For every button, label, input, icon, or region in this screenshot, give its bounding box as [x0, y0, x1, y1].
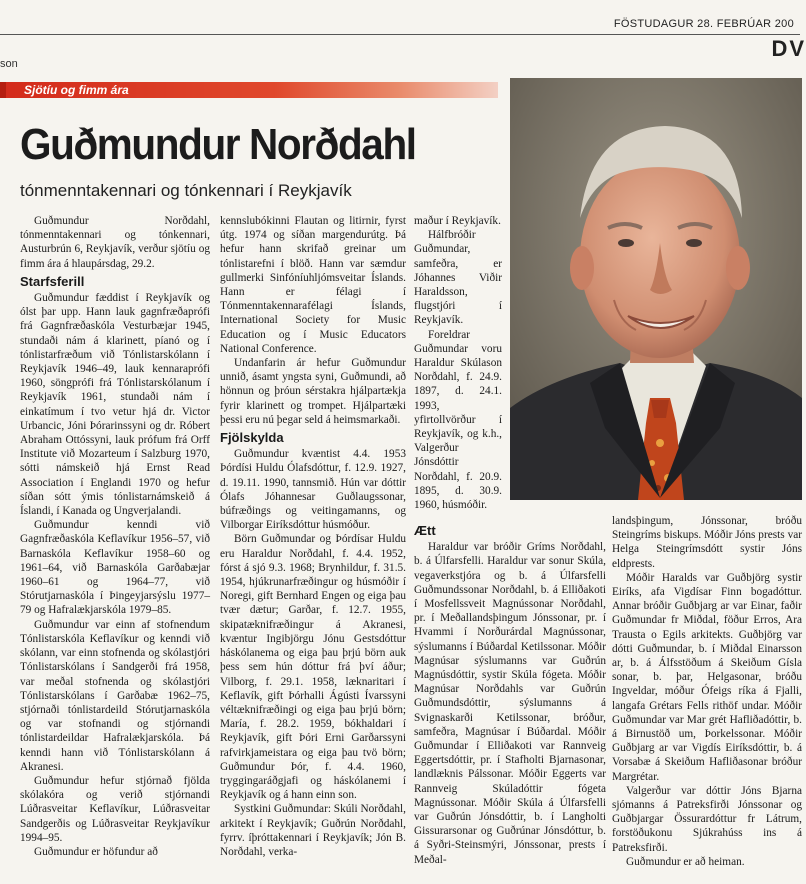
article-column-4	[414, 524, 606, 867]
paragraph: Guðmundur kvæntist 4.4. 1953 Þórdísi Huldu Ólafsdóttur, f. 12.9. 1927, d. 19.11. 1990, tannsmið. Hún var dóttir Ólafs Jóhannesar Guðlaugssonar, búfræðings og veitingamanns, og Vilborgar Eiríksdóttur húsmóður.	[220, 448, 406, 532]
article-column-3	[414, 214, 502, 512]
article-column-1	[20, 214, 210, 859]
paragraph: Hálfbróðir Guðmundar, samfeðra, er Jóhannes Viðir Haraldsson, flugstjóri í Reykjavík.	[414, 229, 502, 327]
article-column-2	[220, 214, 406, 859]
kicker: Sjötíu og fimm ára	[24, 83, 129, 97]
masthead: DV	[771, 36, 806, 61]
portrait-illustration	[510, 78, 802, 500]
heading-career: Starfsferill	[20, 273, 85, 289]
paragraph: Guðmundur var einn af stofnendum Tónlistarskóla Keflavíkur og kenndi við skólann, var einn stofnenda og skólastjóri Tónlistarskólans í Sandgerði frá 1958, var meðal stofnenda og skólastjóri Tónlistarskólans í Garðabæ 1962–75, stjórnaði tónlistardeild Stórutjarnaskóla og var stofnandi og stjórnandi tónlistardeildar Hafralækjarskóla. Þá kenndi hann við Tónlistarskólann á Akranesi.	[20, 618, 210, 773]
issue-date: FÖSTUDAGUR 28. FEBRÚAR 200	[613, 18, 794, 30]
paragraph: kennslubókinni Flautan og litirnir, fyrst útg. 1974 og síðan margendurútg. Þá hefur hann skrifað greinar um tónlistarefni í blöð. Hann var sæmdur gullmerki Sinfóníuhljómsveitar Íslands. Hann er félagi í Tónmenntakennarafélagi Íslands, International Society for Music Education og í Music Educators National Conference.	[220, 215, 406, 355]
paragraph: Guðmundur hefur stjórnað fjölda skólakóra og verið stjórnandi Lúðrasveitar Keflavíkur, Lúðrasveitar Sandgerðis og Lúðrasveitar Reykjavíkur 1994–95.	[20, 774, 210, 844]
paragraph: Undanfarin ár hefur Guðmundur unnið, ásamt yngsta syni, Guðmundi, að hönnun og þróun sérstakra hjálpartækja fyrir klarinett og trompet. Hjálpartæki þessi eru nú þegar seld á heimsmarkaði.	[220, 357, 406, 426]
paragraph: Guðmundur er höfundur að	[34, 845, 158, 858]
headline: Guðmundur Norðdahl	[20, 120, 416, 169]
article-column-5	[612, 514, 802, 869]
paragraph: Guðmundur kenndi við Gagnfræðaskóla Keflavíkur 1956–57, við Barnaskóla Keflavíkur 1958–60 og 1961–64, við Barnaskóla Garðabæjar 1960–61 og 1964–77, við Stórutjarnaskóla í Þingeyjarsýslu 1977–79 og Hafralækjarskóla 1979–85.	[20, 519, 210, 617]
paragraph: Guðmundur fæddist í Reykjavík og ólst þar upp. Hann lauk gagnfræðaprófi frá Gagnfræðaskóla Vesturbæjar 1945, stundaði nám á klarinett, píanó og í tónlistarfræðum við Tónlistarskólann í Reykjavík 1946–49, lauk kennaraprófi 1960, söngprófi frá Tónlistarskólanum í Reykjavík 1961, stundaði nám í einkatímum í tvo vetur hjá dr. Victor Urbancic, Jóni Þórarinssyni og dr. Róbert Abraham Ottóssyni, lauk prófum frá Orff Institute við Mozarteum í Salzburg 1970, sótti námskeið hjá Ernst Read Association í Englandi 1970 og hefur síðan sótt ýmis tónlistarnámskeið á Íslandi, í Kanada og Ungverjalandi.	[20, 292, 210, 518]
paragraph: Guðmundur er að heiman.	[626, 855, 745, 868]
header-rule	[0, 34, 800, 35]
paragraph: Valgerður var dóttir Jóns Bjarna sjómanns á Patreksfirði Jónssonar og Guðbjargar Össurardóttur fr Látrum, forstöðukonu Sjúkrahúss ins á Patreksfirði.	[612, 784, 802, 854]
section-label: son	[0, 58, 18, 70]
portrait-photo	[510, 78, 802, 500]
paragraph: Móðir Haralds var Guðbjörg systir Eiríks, afa Vigdísar Finn bogadóttur. Annar bróðir Guðbjarg ar var Einar, faðir Guðmundar fr Miðdal, föður Erros, Ara Trausta o Egils arkitekts. Guðbjörg var dótti Guðmundar, b. í Miðdal Einarsson ar, b. á Álfsstöðum á Skeiðum Gísla sonar, b. þar, Helgasonar, bróðu Ingveldar, móður Ófeigs ríka á Fjalli, langafa Grétars Fells rithöf undar. Móðir Guðmundar var Mar grét Hafliðadóttir, b. á Birnustöð um, Þorkelssonar. Móðir Guðbjarg ar var Vigdís Eiríksdóttir, b. á Vorsabæ á Skeiðum Hafliðasonar bróður Margrétar.	[612, 571, 802, 783]
heading-lineage: Ætt	[414, 523, 436, 538]
intro-paragraph: Guðmundur Norðdahl, tónmenntakennari og tónkennari, Austurbrún 6, Reykjavík, verður sjötíu og fimm ára á hlaupársdag, 29.2.	[20, 215, 210, 270]
heading-family: Fjölskylda	[220, 430, 284, 446]
subheadline: tónmenntakennari og tónkennari í Reykjavík	[20, 181, 352, 200]
paragraph: Foreldrar Guðmundar voru Haraldur Skúlason Norðdahl, f. 24.9. 1897, d. 24.1. 1993, yfirtollvörður í Reykjavík, og k.h., Valgerður Jónsdóttir Norðdahl, f. 20.9. 1895, d. 30.9. 1960, húsmóðir.	[414, 328, 502, 512]
paragraph: Systkini Guðmundar: Skúli Norðdahl, arkitekt í Reykjavík; Guðrún Norðdahl, fyrrv. íþróttakennari í Reykjavík; Jón B. Norðdahl, verka-	[220, 803, 406, 858]
paragraph: Haraldur var bróðir Gríms Norðdahl, b. á Úlfarsfelli. Haraldur var sonur Skúla, vegaverkstjóra og b. á Úlfarsfelli Guðmundssonar Norðdahl, b. á Elliðakoti í Mosfellssveit Magnússonar Norðdahl, pr. í Meðallandsþingum Jónssonar, pr. í Hvammi í Norðurárdal Magnússonar, sýslumanns í Búðardal Ketilssonar. Móðir Magnúsar sýslumanns var Guðrún Magnúsdóttir, systir Skúla fógeta. Móðir Magnúsar Norðdahls var Guðrún Guðmundsdóttir, sýslumanns á Svignaskarði Ketilssonar, bróður, samfeðra, Magnúsar í Búðardal. Móðir Guðmundar í Elliðakoti var Rannveig Eggertsdóttir, pr. í Stafholti Bjarnasonar, landlæknis Pálssonar. Móðir Eggerts var Rannveig Skúladóttir fógeta Magnússonar. Móðir Skúla á Úlfarsfelli var Guðrún Jónsdóttir, b. í Langholti Gissurarsonar og Guðrúnar Jónsdóttur, b. á Syðri-Steinsmýri, Jónssonar, prests í Meðal-	[414, 541, 606, 866]
paragraph: landsþingum, Jónssonar, bróðu Steingríms biskups. Móðir Jóns prests var Helga Steingrímsdótt systir Jóns eldprests.	[612, 515, 802, 570]
paragraph: Börn Guðmundar og Þórdísar Huldu eru Haraldur Norðdahl, f. 4.4. 1952, fórst á sjó 9.3. 1968; Brynhildur, f. 31.5. 1954, hjúkrunarfræðingur og húsmóðir í Noregi, gift Bernhard Engen og eiga þau tvær dætur; Garðar, f. 12.7. 1955, skipatæknifræðingur á Akranesi, kvæntur Ingibjörgu Jónu Gestsdóttur háskólanema og eiga þau þrjú börn auk þess sem hún dóttur frá því áður; Vilborg, f. 29.1. 1958, læknaritari í Keflavík, gift Þórhalli Ágústi Ívarssyni véltæknifræðingi og eiga þau þrjú börn; María, f. 28.2. 1959, bókhaldari í Reykjavík, gift Þóri Erni Garðarssyni rafvirkjameistara og eiga þau tvö börn; Guðmundur Þór, f. 4.4. 1960, tryggingaráðgjafi og háskólanemi í Reykjavík og á hann einn son.	[220, 533, 406, 802]
paragraph: maður í Reykjavík.	[414, 215, 501, 227]
